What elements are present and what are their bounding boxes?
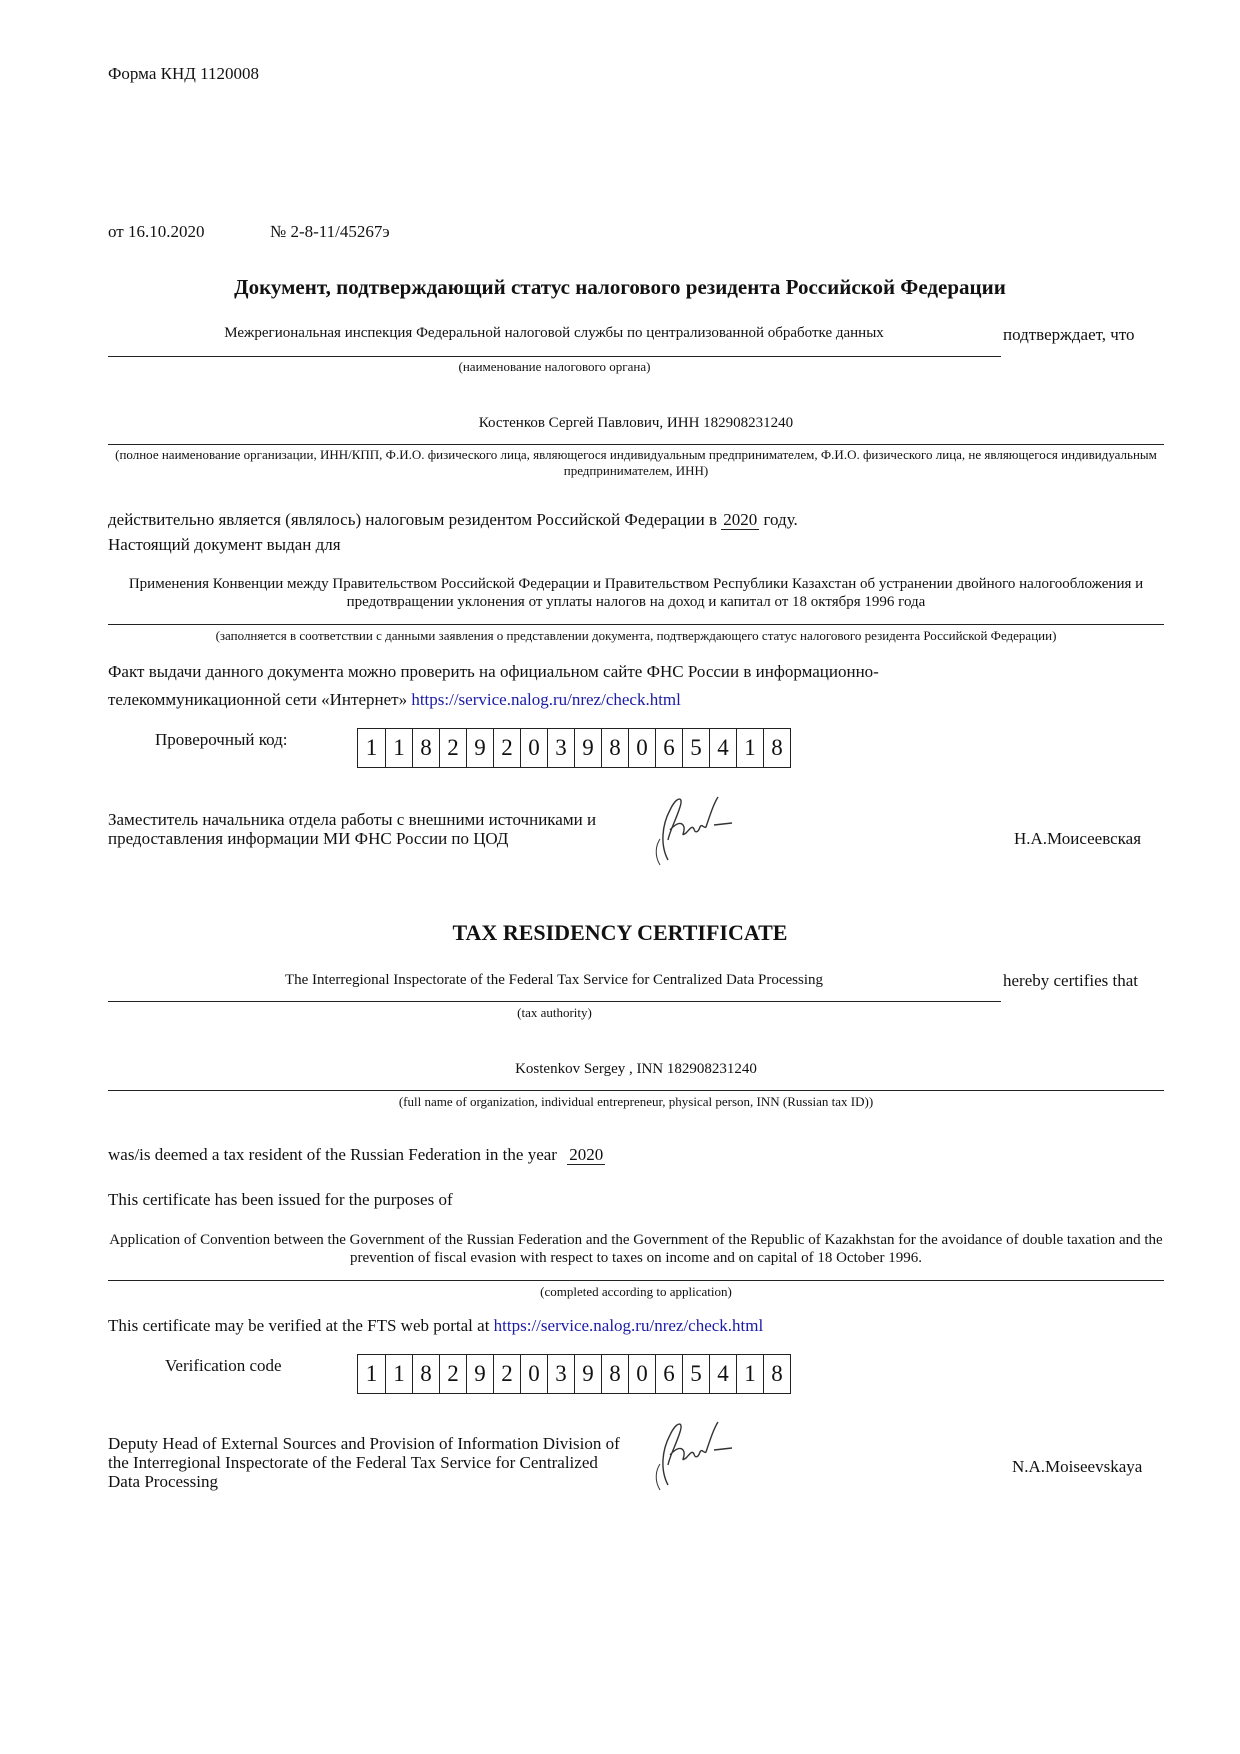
en-verify-line [108, 1316, 763, 1336]
code-digit: 8 [601, 1355, 628, 1393]
code-digit: 1 [736, 729, 763, 767]
ru-person: Костенков Сергей Павлович, ИНН 182908231240 [478, 415, 794, 431]
code-digit: 9 [574, 1355, 601, 1393]
code-digit: 0 [628, 729, 655, 767]
ru-verification-code [357, 728, 791, 768]
form-code: Форма КНД 1120008 [108, 64, 259, 83]
code-digit: 2 [439, 1355, 466, 1393]
code-digit: 1 [736, 1355, 763, 1393]
code-digit: 8 [412, 1355, 439, 1393]
ru-verify-line1: Факт выдачи данного документа можно проверить на официальном сайте ФНС России в информационно- [108, 662, 879, 681]
ru-year: 2020 [723, 510, 758, 529]
en-person-caption: (full name of organization, individual entrepreneur, physical person, INN (Russian tax ID)) [398, 1094, 874, 1109]
code-digit: 2 [493, 1355, 520, 1393]
code-digit: 1 [365, 735, 378, 760]
en-person-line [108, 1090, 1164, 1091]
en-authority-caption: (tax authority) [517, 1005, 592, 1020]
ru-signer-name: Н.А.Моисеевская [1014, 829, 1142, 848]
code-digit: 6 [655, 1355, 682, 1393]
en-verify-link[interactable]: https://service.nalog.ru/nrez/check.html [493, 1316, 764, 1335]
code-digit: 1 [385, 1355, 412, 1393]
en-authority-line [108, 1001, 1001, 1002]
ru-authority-caption: (наименование налогового органа) [458, 359, 651, 374]
ru-confirms: подтверждает, что [1003, 325, 1135, 344]
ru-resident-line [108, 510, 798, 530]
en-year: 2020 [569, 1145, 604, 1164]
en-signer-title: Deputy Head of External Sources and Provision of Information Division of the Interregional Inspectorate of the Federal Tax Service for Centralized Data Processing [108, 1434, 620, 1491]
en-purpose-line [108, 1280, 1164, 1281]
en-verification-code [357, 1354, 791, 1394]
en-resident-line [108, 1145, 605, 1165]
ru-resident-text: действительно является (являлось) налоговым резидентом Российской Федерации в [108, 510, 717, 529]
en-purpose-caption: (completed according to application) [540, 1284, 732, 1299]
ru-signer-title: Заместитель начальника отдела работы с внешними источниками и предоставления информации МИ ФНС России по ЦОД [108, 810, 597, 848]
code-digit: 8 [763, 729, 790, 767]
ru-purpose-line [108, 624, 1164, 625]
ru-signature [640, 785, 750, 870]
ru-verify-line2 [108, 690, 681, 710]
document-date: от 16.10.2020 [108, 222, 205, 241]
code-digit: 1 [385, 729, 412, 767]
code-digit: 4 [709, 1355, 736, 1393]
code-digit: 5 [682, 1355, 709, 1393]
code-digit: 8 [763, 1355, 790, 1393]
code-digit: 1 [365, 1361, 378, 1386]
code-digit: 9 [466, 1355, 493, 1393]
code-digit: 2 [493, 729, 520, 767]
code-digit: 2 [439, 729, 466, 767]
en-authority: The Interregional Inspectorate of the Federal Tax Service for Centralized Data Processing [284, 972, 824, 988]
code-digit: 9 [574, 729, 601, 767]
code-digit: 9 [466, 729, 493, 767]
en-resident-text: was/is deemed a tax resident of the Russian Federation in the year [108, 1145, 557, 1164]
ru-person-caption: (полное наименование организации, ИНН/КПП, Ф.И.О. физического лица, являющегося индивидуальным предпринимателем, Ф.И.О. физического лица, не являющегося индивидуальным предпринимателем, ИНН) [115, 447, 1157, 478]
en-verify-text: This certificate may be verified at the FTS web portal at [108, 1316, 490, 1335]
code-digit: 4 [709, 729, 736, 767]
code-digit: 5 [682, 729, 709, 767]
en-issued-for: This certificate has been issued for the purposes of [108, 1190, 453, 1209]
ru-code-label: Проверочный код: [155, 730, 288, 749]
code-digit: 3 [547, 729, 574, 767]
ru-title: Документ, подтверждающий статус налогового резидента Российской Федерации [234, 275, 1006, 299]
ru-year-suffix: году. [763, 510, 798, 529]
code-digit: 8 [601, 729, 628, 767]
ru-verify-text: телекоммуникационной сети «Интернет» [108, 690, 408, 709]
code-digit: 0 [628, 1355, 655, 1393]
ru-verify-link[interactable]: https://service.nalog.ru/nrez/check.html [411, 690, 681, 709]
code-digit: 6 [655, 729, 682, 767]
ru-authority: Межрегиональная инспекция Федеральной налоговой службы по централизованной обработке данных [224, 325, 884, 341]
ru-authority-line [108, 356, 1001, 357]
document-number: № 2-8-11/45267э [270, 222, 390, 241]
code-digit: 3 [547, 1355, 574, 1393]
ru-issued-for: Настоящий документ выдан для [108, 535, 341, 554]
en-signer-name: N.A.Moiseevskaya [1012, 1457, 1143, 1476]
en-certifies: hereby certifies that [1003, 971, 1138, 990]
en-title: TAX RESIDENCY CERTIFICATE [452, 920, 788, 945]
code-digit: 0 [520, 1355, 547, 1393]
ru-purpose-caption: (заполняется в соответствии с данными заявления о представлении документа, подтверждающего статус налогового резидента Российской Федерации) [215, 628, 1057, 643]
ru-purpose: Применения Конвенции между Правительством Российской Федерации и Правительством Республики Казахстан об устранении двойного налогообложения и предотвращении уклонения от уплаты налогов на доход и капитал от 18 октября 1996 года [128, 576, 1144, 610]
code-digit: 0 [520, 729, 547, 767]
en-code-label: Verification code [165, 1356, 282, 1375]
en-person: Kostenkov Sergey , INN 182908231240 [515, 1061, 757, 1077]
en-purpose: Application of Convention between the Government of the Russian Federation and the Government of the Republic of Kazakhstan for the avoidance of double taxation and the prevention of fiscal evasion with respect to taxes on income and on capital of 18 October 1996. [109, 1232, 1163, 1266]
code-digit: 8 [412, 729, 439, 767]
en-signature [640, 1410, 750, 1495]
ru-person-line [108, 444, 1164, 445]
